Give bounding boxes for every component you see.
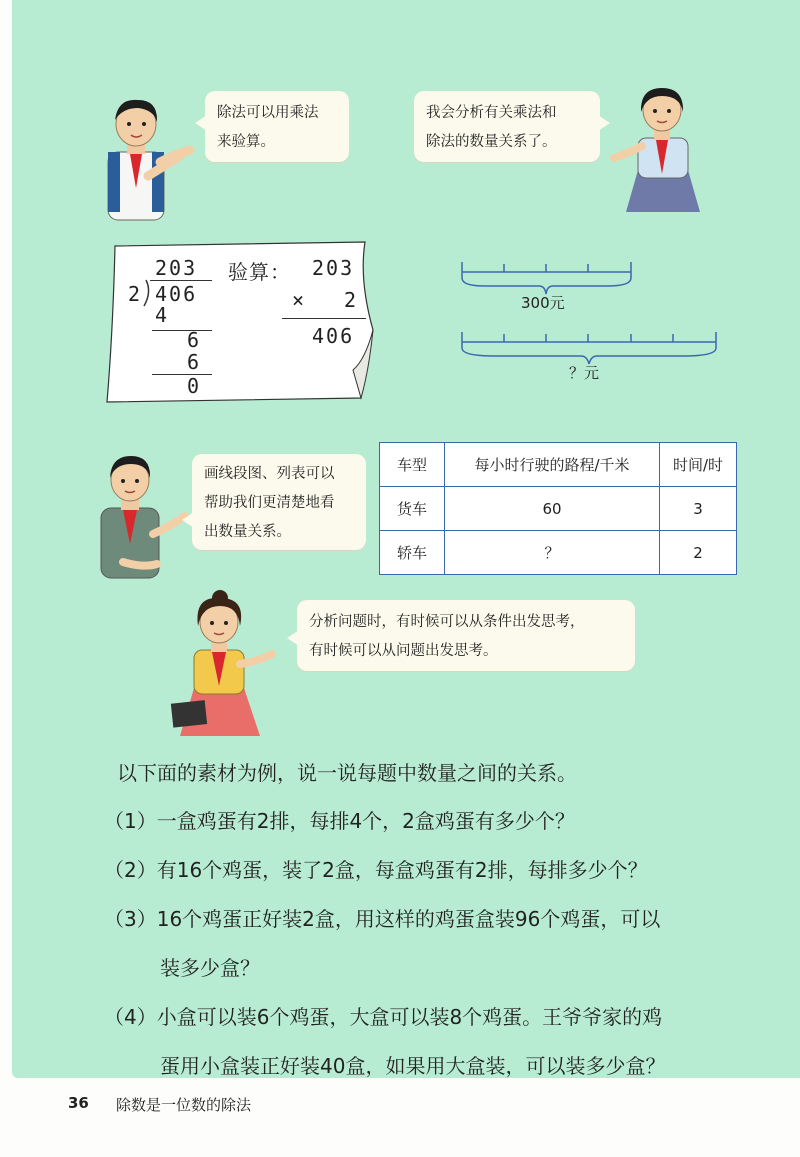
table-cell: 轿车 [380, 531, 445, 575]
boy-figure-1 [98, 92, 198, 222]
step-3: 6 [187, 350, 202, 374]
table-header-row [380, 443, 737, 487]
segment-label-2: ？元 [569, 364, 600, 382]
table-header-cell: 车型 [380, 443, 445, 487]
intro-text: 以下面的素材为例，说一说每题中数量之间的关系。 [117, 761, 577, 785]
bubble-4-line-1: 分析问题时，有时候可以从条件出发思考， [309, 614, 585, 630]
boy-figure-2 [93, 450, 193, 580]
speech-bubble-3 [192, 454, 366, 550]
step-1: 4 [155, 303, 170, 327]
divisor: 2 [128, 282, 143, 306]
multiplication-line [282, 318, 366, 319]
bubble-3-line-3: 出数量关系。 [204, 524, 291, 540]
factor-1: 203 [312, 256, 355, 280]
factor-2: 2 [344, 288, 359, 312]
question-3-line-2: 装多少盒？ [160, 956, 260, 980]
dividend: 406 [155, 282, 198, 306]
bubble-3-line-1: 画线段图、列表可以 [204, 466, 335, 482]
bubble-2-line-2: 除法的数量关系了。 [426, 134, 557, 150]
bubble-2-line-1: 我会分析有关乘法和 [426, 105, 557, 121]
speech-bubble-4 [297, 600, 635, 671]
table-cell: ？ [445, 531, 660, 575]
table-cell: 3 [660, 487, 737, 531]
table-row [380, 531, 737, 575]
quotient: 203 [155, 256, 198, 280]
table-cell: 2 [660, 531, 737, 575]
division-bracket [140, 278, 156, 308]
step-3-line [152, 374, 212, 375]
times-sign: × [292, 288, 307, 312]
girl-figure-1 [608, 82, 718, 214]
segment-label-1: 300元 [521, 294, 565, 312]
girl-figure-2 [168, 590, 280, 738]
data-table [379, 442, 737, 575]
step-1-line [152, 330, 212, 331]
step-2: 6 [187, 328, 202, 352]
table-header-cell: 时间/时 [660, 443, 737, 487]
question-3-line-1: （3）16个鸡蛋正好装2盒，用这样的鸡蛋盒装96个鸡蛋，可以 [104, 907, 661, 931]
check-label: 验算： [228, 260, 291, 284]
table-cell: 60 [445, 487, 660, 531]
table-row [380, 487, 737, 531]
bubble-1-line-1: 除法可以用乘法 [217, 105, 319, 121]
bubble-3-line-2: 帮助我们更清楚地看 [204, 495, 335, 511]
bubble-1-line-2: 来验算。 [217, 134, 275, 150]
question-1: （1）一盒鸡蛋有2排，每排4个，2盒鸡蛋有多少个？ [104, 809, 575, 833]
question-4-line-1: （4）小盒可以装6个鸡蛋，大盒可以装8个鸡蛋。王爷爷家的鸡 [104, 1005, 663, 1029]
speech-bubble-1 [205, 91, 349, 162]
chapter-title: 除数是一位数的除法 [116, 1096, 252, 1114]
page-number: 36 [68, 1094, 89, 1112]
question-2: （2）有16个鸡蛋，装了2盒，每盒鸡蛋有2排，每排多少个？ [104, 858, 648, 882]
bubble-4-line-2: 有时候可以从问题出发思考。 [309, 643, 498, 659]
product: 406 [312, 324, 355, 348]
division-top-line [150, 280, 212, 281]
question-4-line-2: 蛋用小盒装正好装40盒，如果用大盒装，可以装多少盒？ [160, 1054, 666, 1078]
table-header-cell: 每小时行驶的路程/千米 [445, 443, 660, 487]
remainder: 0 [187, 374, 202, 398]
table-cell: 货车 [380, 487, 445, 531]
speech-bubble-2 [414, 91, 600, 162]
